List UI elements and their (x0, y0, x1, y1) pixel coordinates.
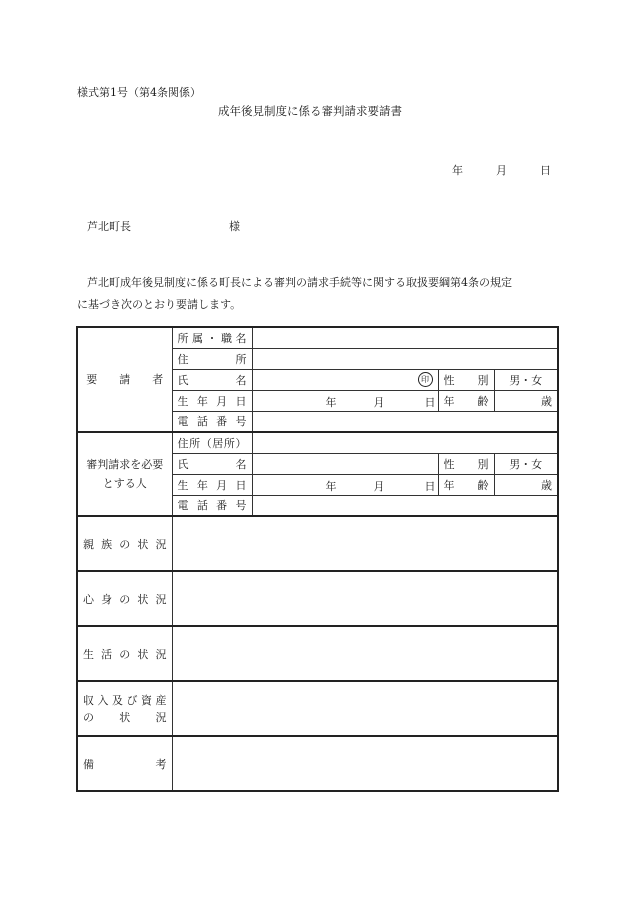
addressee-name: 芦北町長 (87, 220, 131, 233)
subject-address-field[interactable] (252, 432, 558, 453)
requester-age-label: 年 齢 (438, 390, 494, 411)
subject-phone-label: 電話番号 (172, 495, 252, 516)
seal-mark-icon: 印 (418, 372, 433, 387)
subject-gender-options[interactable]: 男・女 (494, 453, 558, 474)
subject-name-field[interactable] (252, 453, 438, 474)
mental-physical-label: 心身の状況 (77, 571, 172, 626)
living-row (77, 626, 558, 681)
living-label: 生活の状況 (77, 626, 172, 681)
date-line (452, 162, 551, 178)
subject-age-label: 年 齢 (438, 474, 494, 495)
subject-gender-label: 性 別 (438, 453, 494, 474)
requester-age-field[interactable]: 歳 (494, 390, 558, 411)
requester-address-label: 住 所 (172, 348, 252, 369)
relatives-label: 親族の状況 (77, 516, 172, 571)
subject-dob-label: 生年月日 (172, 474, 252, 495)
addressee-suffix: 様 (229, 220, 240, 233)
requester-affiliation-row (77, 327, 558, 348)
requester-gender-label: 性 別 (438, 369, 494, 390)
requester-name-label: 氏 名 (172, 369, 252, 390)
date-day: 日 (540, 164, 551, 177)
statement-line-2: に基づき次のとおり要請します。 (77, 298, 242, 311)
requester-group-label: 要 請 者 (77, 327, 172, 432)
affiliation-field[interactable] (252, 327, 558, 348)
requester-dob-month: 月 (373, 395, 385, 409)
mental-physical-field[interactable] (172, 571, 558, 626)
addressee (87, 218, 240, 234)
date-month: 月 (496, 164, 507, 177)
requester-phone-field[interactable] (252, 411, 558, 432)
relatives-row (77, 516, 558, 571)
requester-address-field[interactable] (252, 348, 558, 369)
subject-dob-field[interactable] (252, 474, 438, 495)
requester-dob-year: 年 (325, 395, 337, 409)
income-assets-row (77, 681, 558, 736)
requester-name-field[interactable] (252, 369, 438, 390)
subject-dob-month: 月 (373, 479, 385, 493)
relatives-field[interactable] (172, 516, 558, 571)
mental-physical-row (77, 571, 558, 626)
subject-address-row (77, 432, 558, 453)
request-statement (77, 272, 561, 316)
requester-dob-field[interactable] (252, 390, 438, 411)
subject-phone-field[interactable] (252, 495, 558, 516)
statement-line-1: 芦北町成年後見制度に係る町長による審判の請求手続等に関する取扱要綱第4条の規定 (87, 276, 512, 289)
requester-dob-label: 生年月日 (172, 390, 252, 411)
income-assets-label-line-1: 収入及び資産 (83, 693, 167, 707)
requester-dob-day: 日 (424, 395, 436, 409)
subject-dob-year: 年 (325, 479, 337, 493)
date-year: 年 (452, 164, 463, 177)
living-field[interactable] (172, 626, 558, 681)
subject-age-field[interactable]: 歳 (494, 474, 558, 495)
affiliation-label: 所属・職名 (172, 327, 252, 348)
remarks-field[interactable] (172, 736, 558, 791)
request-form-table (76, 326, 559, 792)
income-assets-label (77, 681, 172, 736)
subject-address-label: 住所（居所） (172, 432, 252, 453)
remarks-label: 備 考 (77, 736, 172, 791)
remarks-row (77, 736, 558, 791)
requester-gender-options[interactable]: 男・女 (494, 369, 558, 390)
document-title: 成年後見制度に係る審判請求要請書 (218, 104, 402, 118)
requester-phone-label: 電話番号 (172, 411, 252, 432)
form-number: 様式第1号（第4条関係） (77, 86, 201, 99)
subject-dob-day: 日 (424, 479, 436, 493)
subject-group-label: 審判請求を必要とする人 (77, 432, 172, 516)
income-assets-field[interactable] (172, 681, 558, 736)
subject-name-label: 氏 名 (172, 453, 252, 474)
income-assets-label-line-2: の 状 況 (83, 710, 167, 724)
